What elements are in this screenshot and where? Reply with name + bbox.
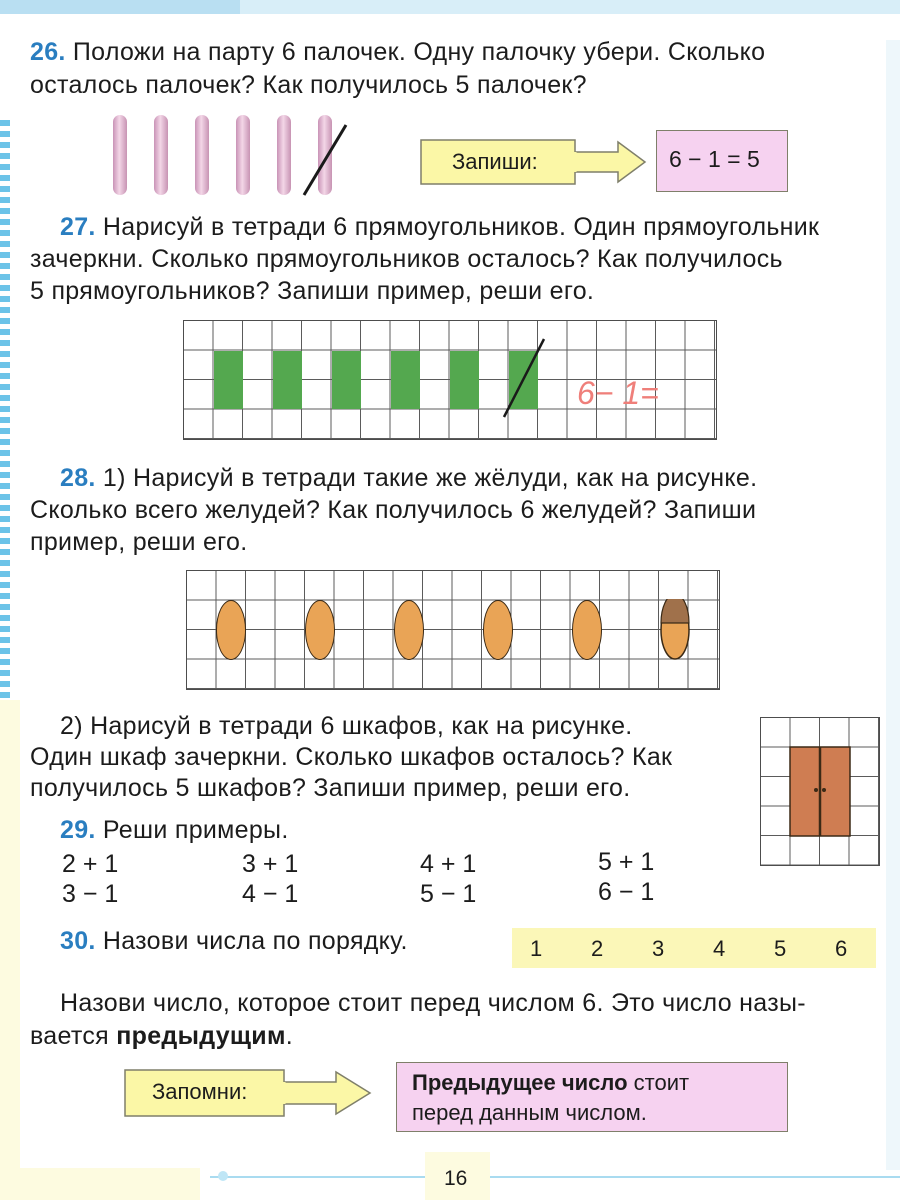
- predecessor-paragraph-line2: вается предыдущим.: [30, 1022, 294, 1050]
- task28-part2-line1: 2) Нарисуй в тетради 6 шкафов, как на рисунке.: [60, 712, 633, 740]
- number: 6: [835, 936, 848, 961]
- handwritten-expression: 6− 1=: [577, 375, 659, 411]
- rule-line1: Предыдущее число стоит: [412, 1070, 690, 1095]
- number-strip: [512, 928, 876, 968]
- remember-label: Запомни:: [152, 1079, 248, 1104]
- rectangles-grid: [183, 320, 717, 440]
- number: 2: [591, 936, 604, 961]
- task26-line1: 26. Положи на парту 6 палочек. Одну палочку убери. Сколько: [30, 38, 766, 66]
- bottom-rule: [210, 1176, 900, 1178]
- write-label: Запиши:: [452, 149, 538, 174]
- acorn-with-cap: [659, 599, 691, 661]
- rule-term: Предыдущее число: [412, 1070, 628, 1095]
- left-yellow-band: [0, 700, 20, 1170]
- acorn: [216, 600, 246, 660]
- example: 3 + 1: [242, 850, 299, 878]
- remember-arrow: [124, 1064, 376, 1122]
- example: 2 + 1: [62, 850, 119, 878]
- top-band-accent: [0, 0, 240, 14]
- example: 5 + 1: [598, 848, 655, 876]
- number: 3: [652, 936, 665, 961]
- task27-line2: зачеркни. Сколько прямоугольников осталось? Как получилось: [30, 245, 783, 273]
- acorn: [572, 600, 602, 660]
- task28-line3: пример, реши его.: [30, 528, 248, 556]
- task27-number: 27.: [60, 213, 96, 241]
- page-number: 16: [444, 1167, 468, 1190]
- term-predecessor: предыдущим: [116, 1022, 286, 1050]
- number: 4: [713, 936, 726, 961]
- equation: 6 − 1 = 5: [669, 146, 760, 172]
- task27-line1: 27. Нарисуй в тетради 6 прямоугольников. Один прямоугольник: [60, 213, 820, 241]
- number: 5: [774, 936, 787, 961]
- bottom-dot: [218, 1171, 228, 1181]
- task30-number: 30.: [60, 927, 96, 955]
- task28-line1: 28. 1) Нарисуй в тетради такие же жёлуди, как на рисунке.: [60, 464, 758, 492]
- example: 4 − 1: [242, 880, 299, 908]
- acorn: [305, 600, 335, 660]
- task29-number: 29.: [60, 816, 96, 844]
- example: 4 + 1: [420, 850, 477, 878]
- bottom-yellow-band: [0, 1168, 200, 1200]
- left-dashed-strip: [0, 120, 10, 700]
- task29-heading: 29. Реши примеры.: [60, 816, 289, 844]
- task26-line2: осталось палочек? Как получилось 5 палочек?: [30, 71, 587, 99]
- rule-box: [396, 1062, 788, 1132]
- task28-line2: Сколько всего желудей? Как получилось 6 желудей? Запиши: [30, 496, 757, 524]
- task26-number: 26.: [30, 38, 66, 66]
- number: 1: [530, 936, 543, 961]
- cabinet-grid: [760, 717, 880, 866]
- predecessor-paragraph-line1: Назови число, которое стоит перед числом 6. Это число назы-: [60, 989, 806, 1017]
- page-number-box: [425, 1152, 490, 1200]
- task28-part2-line2: Один шкаф зачеркни. Сколько шкафов осталось? Как: [30, 743, 673, 771]
- rule-line2: перед данным числом.: [412, 1100, 647, 1125]
- acorns-grid: [186, 570, 720, 690]
- answer-box: [656, 130, 788, 192]
- acorn: [394, 600, 424, 660]
- sticks-illustration: [108, 115, 348, 200]
- example: 3 − 1: [62, 880, 119, 908]
- right-margin-strip: [886, 40, 900, 1170]
- example: 5 − 1: [420, 880, 477, 908]
- write-arrow: [420, 132, 650, 192]
- task28-part2-line3: получилось 5 шкафов? Запиши пример, реши его.: [30, 774, 631, 802]
- task28-number: 28.: [60, 464, 96, 492]
- example: 6 − 1: [598, 878, 655, 906]
- strike-line: [108, 115, 348, 200]
- task27-line3: 5 прямоугольников? Запиши пример, реши его.: [30, 277, 595, 305]
- cabinet: [789, 746, 853, 838]
- acorn: [483, 600, 513, 660]
- task30-heading: 30. Назови числа по порядку.: [60, 927, 408, 955]
